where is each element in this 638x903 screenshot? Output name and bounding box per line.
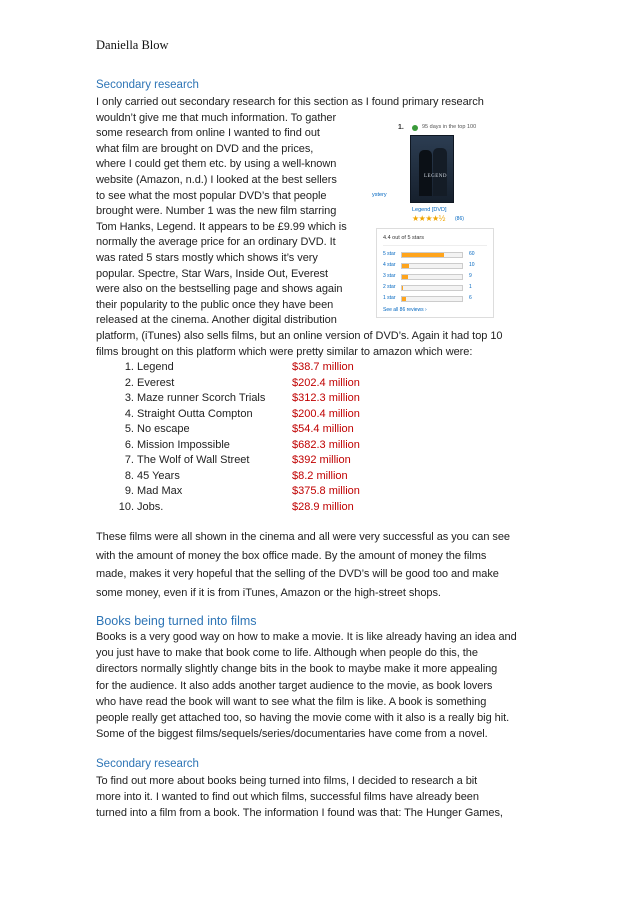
film-money: $375.8 million: [292, 485, 360, 497]
text-line: for the audience. It also adds another target audience to the movie, as book lovers: [96, 679, 493, 692]
text-line: some research from online I wanted to find out: [96, 127, 320, 140]
rating-row: [383, 262, 491, 270]
text-line: people really get attached too, so having the movie come with it also is a really big hit.: [96, 712, 510, 724]
film-title: Mad Max: [137, 485, 183, 497]
film-num: 4.: [124, 407, 134, 420]
film-num: 9.: [124, 485, 134, 497]
rating-bar-track: [401, 274, 463, 280]
see-all-reviews-link: See all 86 reviews ›: [383, 307, 427, 313]
author-name: Daniella Blow: [96, 38, 169, 52]
rating-bar-track: [401, 285, 463, 291]
text-line: made, makes it very hopeful that the selling of the DVD’s will be good too and make: [96, 568, 499, 580]
text-line: Tom Hanks, Legend. It appears to be £9.99 which is: [96, 220, 347, 233]
film-list-item: [116, 391, 416, 406]
rating-count: 6: [469, 295, 472, 301]
rating-bar-fill: [402, 253, 444, 257]
dvd-cover-image: [410, 135, 454, 203]
rating-bar-fill: [402, 275, 408, 279]
rating-label: 1 star: [383, 295, 396, 301]
rating-bar-fill: [402, 264, 409, 268]
film-money: $202.4 million: [292, 376, 360, 389]
rating-bar-track: [401, 252, 463, 258]
text-line: These films were all shown in the cinema and all were very successful as you can see: [96, 531, 510, 543]
film-num: 7.: [124, 454, 134, 466]
film-list-item: [116, 438, 416, 453]
rating-row: [383, 284, 491, 292]
film-num: 8.: [124, 469, 134, 482]
film-list-item: [116, 484, 416, 499]
text-line: popular. Spectre, Star Wars, Inside Out, Everest: [96, 267, 328, 280]
text-line: where I could get them etc. by using a well-known: [96, 158, 337, 171]
text-line: with the amount of money the box office made. By the amount of money the films: [96, 549, 487, 562]
film-list-item: [116, 407, 416, 422]
film-money: $312.3 million: [292, 392, 360, 404]
rating-label: 3 star: [383, 273, 396, 279]
rating-bar-fill: [402, 297, 406, 301]
text-line: some money, even if it is from iTunes, Amazon or the high-street shops.: [96, 586, 441, 599]
text-line: to see what the most popular DVD’s that people: [96, 189, 327, 202]
text-line: platform, (iTunes) also sells films, but an online version of DVD’s. Again it had top 10: [96, 330, 503, 342]
text-line: normally the average price for an ordinary DVD. It: [96, 236, 336, 249]
rating-bar-track: [401, 296, 463, 302]
film-money: $8.2 million: [292, 469, 348, 482]
product-title-link: Legend [DVD]: [412, 207, 447, 213]
text-line: films brought on this platform which were pretty similar to amazon which were:: [96, 345, 473, 358]
divider: [383, 245, 487, 246]
film-num: 3.: [124, 392, 134, 404]
film-money: $54.4 million: [292, 423, 354, 435]
text-line: turned into a film from a book. The information I found was that: The Hunger Games,: [96, 807, 503, 820]
film-title: The Wolf of Wall Street: [137, 454, 250, 466]
film-list-item: [116, 500, 416, 515]
days-in-top100: 95 days in the top 100: [422, 124, 477, 130]
text-line: website (Amazon, n.d.) I looked at the best sellers: [96, 174, 337, 186]
film-list-item: [116, 360, 416, 375]
text-line: what film are brought on DVD and the prices,: [96, 142, 314, 155]
film-money: $682.3 million: [292, 438, 360, 451]
text-line: wouldn’t give me that much information. To gather: [96, 111, 337, 124]
text-line: Some of the biggest films/sequels/series/documentaries have come from a novel.: [96, 728, 488, 741]
film-title: Straight Outta Compton: [137, 407, 253, 420]
film-num: 10.: [118, 500, 134, 513]
rating-row: [383, 251, 491, 259]
rank-number: 1.: [398, 124, 404, 131]
film-money: $200.4 million: [292, 407, 360, 420]
film-money: $38.7 million: [292, 361, 354, 373]
film-num: 6.: [124, 438, 134, 451]
film-num: 5.: [124, 423, 134, 435]
secondary-research-heading: Secondary research: [96, 79, 199, 91]
film-list-item: [116, 453, 416, 468]
text-line: directors normally slightly change bits in the book to maybe make it more appealing: [96, 663, 498, 676]
film-list-item: [116, 376, 416, 391]
film-title: Mission Impossible: [137, 438, 230, 451]
rating-count: 9: [469, 273, 472, 279]
rating-label: 2 star: [383, 284, 396, 290]
film-title: 45 Years: [137, 469, 180, 482]
film-title: No escape: [137, 423, 190, 435]
rating-label: 4 star: [383, 262, 396, 268]
cover-figure-left: [419, 150, 432, 196]
rating-summary: 4.4 out of 5 stars: [383, 235, 424, 241]
film-title: Everest: [137, 376, 175, 389]
secondary-research-heading-2: Secondary research: [96, 758, 199, 770]
film-money: $392 million: [292, 454, 351, 466]
rating-row: [383, 295, 491, 303]
film-list-item: [116, 422, 416, 437]
text-line: who have read the book will want to see what the film is like. A book is something: [96, 695, 487, 708]
text-line: were also on the bestselling page and shows again: [96, 283, 343, 296]
rating-row: [383, 273, 491, 281]
books-into-films-heading: Books being turned into films: [96, 614, 257, 628]
text-line: released at the cinema. Another digital distribution: [96, 314, 337, 327]
text-line: was rated 5 stars mostly which shows it’s very: [96, 252, 318, 264]
film-num: 2.: [124, 376, 134, 389]
film-title: Jobs.: [137, 500, 164, 513]
text-line: brought were. Number 1 was the new film starring: [96, 205, 337, 218]
rating-count: 10: [469, 262, 475, 268]
amazon-bestseller-screenshot: [368, 118, 498, 320]
rating-bar-fill: [402, 286, 403, 290]
film-list-item: [116, 469, 416, 484]
film-money: $28.9 million: [292, 500, 354, 513]
rating-label: 5 star: [383, 251, 396, 257]
text-line: more into it. I wanted to find out which films, successful films have already been: [96, 791, 479, 804]
rating-bar-track: [401, 263, 463, 269]
rating-count: 60: [469, 251, 475, 257]
text-line: To find out more about books being turned into films, I decided to research a bit: [96, 775, 478, 787]
cover-title: LEGEND: [424, 174, 447, 179]
text-line: their popularity to the public once they have been: [96, 298, 334, 311]
side-category-link: ystery: [372, 192, 387, 198]
text-line: you just have to make that book come to life. Although when people do this, the: [96, 647, 478, 660]
rating-breakdown-popup: [376, 228, 494, 318]
star-rating-icon: ★★★★½: [412, 214, 445, 223]
film-title: Legend: [137, 361, 174, 373]
text-line: I only carried out secondary research for this section as I found primary research: [96, 96, 484, 108]
cover-figure-right: [433, 148, 447, 196]
rating-count: 1: [469, 284, 472, 290]
review-count: (86): [455, 216, 464, 222]
film-num: 1.: [124, 361, 134, 373]
film-title: Maze runner Scorch Trials: [137, 392, 266, 404]
text-line: Books is a very good way on how to make a movie. It is like already having an idea and: [96, 631, 517, 643]
green-dot-icon: [412, 125, 418, 131]
